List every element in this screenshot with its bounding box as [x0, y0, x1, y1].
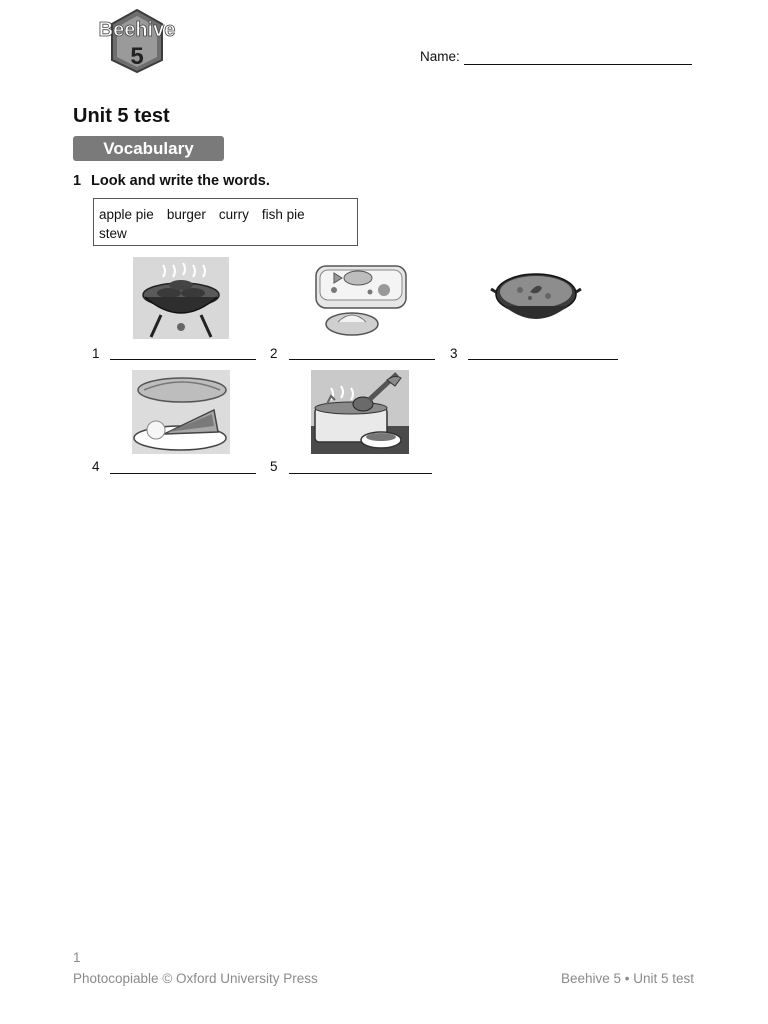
curry-pan-icon: [490, 262, 582, 332]
page-title: Unit 5 test: [73, 105, 170, 127]
name-label: Name:: [420, 49, 460, 64]
svg-text:5: 5: [130, 43, 144, 70]
svg-text:Beehive: Beehive: [98, 19, 176, 41]
word-bank-item: fish pie: [261, 207, 305, 222]
answer-line[interactable]: [289, 472, 432, 474]
instruction-text: Look and write the words.: [91, 173, 270, 189]
name-field[interactable]: [420, 47, 692, 65]
fish-pie-icon: [312, 260, 410, 340]
exercise-number: 1: [73, 173, 82, 189]
footer-book-ref: Beehive 5 • Unit 5 test: [560, 971, 694, 986]
exercise-instruction: [73, 172, 270, 190]
answer-line[interactable]: [110, 472, 256, 474]
answer-line[interactable]: [110, 358, 256, 360]
barbecue-grill-icon: [133, 257, 229, 339]
footer-copyright: Photocopiable © Oxford University Press: [73, 971, 318, 986]
word-bank-item: curry: [218, 207, 249, 222]
page-number: 1: [73, 950, 81, 965]
section-badge: Vocabulary: [73, 136, 224, 161]
word-bank-item: apple pie: [99, 207, 154, 222]
apple-pie-icon: [132, 370, 230, 454]
word-bank-item: stew: [99, 226, 127, 241]
name-line[interactable]: [464, 50, 692, 65]
word-bank: [93, 198, 358, 246]
word-bank-item: burger: [166, 207, 206, 222]
answer-number: 1: [92, 346, 100, 361]
answer-line[interactable]: [289, 358, 435, 360]
answer-number: 4: [92, 459, 100, 474]
answer-number: 3: [450, 346, 458, 361]
beehive-logo: [84, 8, 190, 74]
answer-number: 2: [270, 346, 278, 361]
answer-line[interactable]: [468, 358, 618, 360]
answer-number: 5: [270, 459, 278, 474]
stew-pot-icon: [311, 370, 409, 454]
